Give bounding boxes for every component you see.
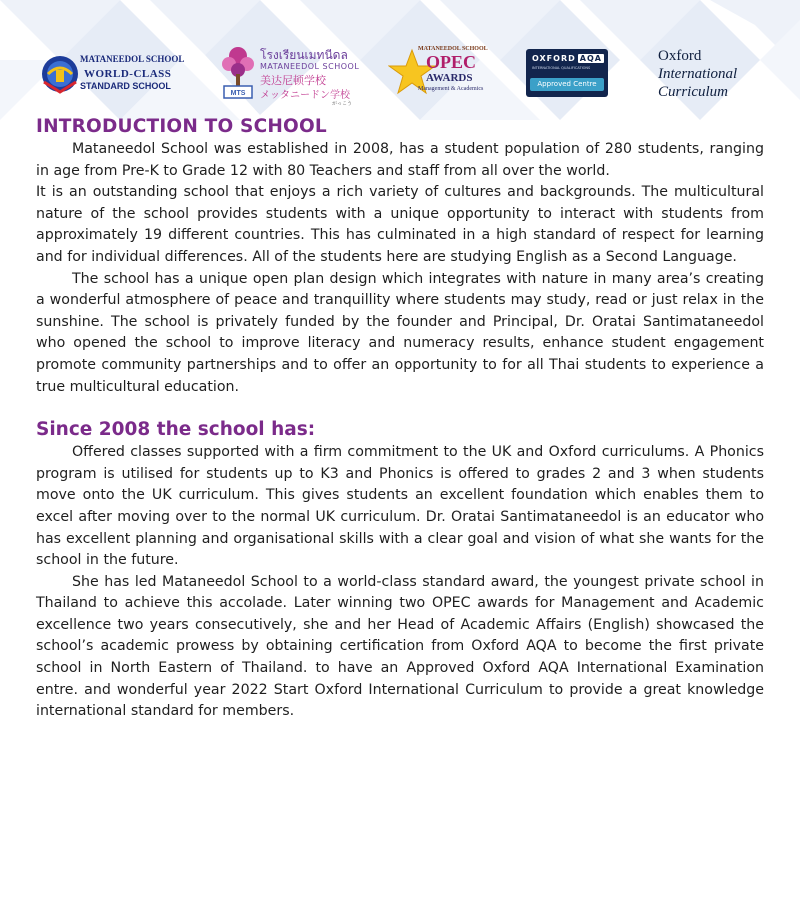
aqa-logo-wordmark [532,54,604,63]
world-class-logo-top: MATANEEDOL SCHOOL [80,54,185,64]
oic-logo-line2: International [658,66,738,82]
mataneedol-multilingual-logo [220,40,370,108]
logo-english-name: MATANEEDOL SCHOOL [260,62,360,71]
aqa-approved-badge: Approved Centre [530,78,604,91]
world-class-logo-line2: STANDARD SCHOOL [80,81,171,91]
world-class-school-logo [40,40,190,108]
header-logo-row [36,40,766,108]
aqa-logo-box: AQA [579,54,602,63]
logo-small-kana: がっこう [332,101,353,107]
intro-paragraph-3: The school has a unique open plan design which integrates with nature in many area’s creating a wonderful atmosphere of peace and tranquillity where students may study, read or just relax in the sunshine. The school is privately funded by the founder and Principal, Dr. Oratai Santimataneedol who opened the school to improve literacy and numeracy results, enhance student engagement promote community partnerships and to offer an opportunity to for all Thai students to experience a true multicultural education. [36,270,764,395]
document-body [36,114,764,723]
opec-awards-logo [388,40,488,108]
since-2008-heading: Since 2008 the school has: [36,419,316,441]
opec-logo-subtitle: Management & Academics [418,86,484,92]
oxford-aqa-logo [526,49,608,97]
oxford-international-curriculum-logo [656,40,766,108]
intro-paragraph-2: It is an outstanding school that enjoys a rich variety of cultures and backgrounds. The multicultural nature of the school provides students with a unique opportunity to interact with students from approximately 19 different countries. This has culminated in a high standard of respect for learning and for individual differences. All of the students here are studying English as a Second Language. [36,184,764,265]
oic-logo-line1: Oxford [658,48,702,64]
logo-chinese-name: 美达尼顿学校 [260,74,326,87]
tree-emblem-icon [220,44,256,102]
opec-logo-awards: AWARDS [426,72,473,84]
oic-logo-line3: Curriculum [658,84,729,100]
logo-japanese-name: メッタニードン学校 [260,90,350,101]
logo-thai-name: โรงเรียนเมทนีดล [260,48,348,62]
aqa-logo-subtitle: INTERNATIONAL QUALIFICATIONS [532,66,591,70]
opec-logo-title: OPEC [426,52,477,72]
world-class-logo-line1: WORLD-CLASS [84,68,172,80]
svg-text:MTS: MTS [230,90,246,97]
since-paragraph-2: She has led Mataneedol School to a world-class standard award, the youngest private school in Thailand to achieve this accolade. Later winning two OPEC awards for Management and Academic excellence two years consecutively, she and her Head of Academic Affairs (English) showcased the school’s academic prowess by obtaining certification from Oxford AQA to become the first private school in North Eastern of Thailand. to have an Approved Oxford AQA International Examination entre. and wonderful year 2022 Start Oxford International Curriculum to provide a great knowledge international standard for members. [36,573,764,720]
world-class-emblem-icon [40,52,80,96]
opec-logo-top: MATANEEDOL SCHOOL [418,46,488,52]
intro-paragraph-1: Mataneedol School was established in 2008, has a student population of 280 students, ranging in age from Pre-K to Grade 12 with 80 Teachers and staff from all over the world. [36,141,764,179]
since-paragraph-1: Offered classes supported with a firm commitment to the UK and Oxford curriculums. A Phonics program is utilised for students up to K3 and Phonics is offered to grades 2 and 3 when students move onto the UK curriculum. This gives students an excellent foundation which enables them to excel after moving over to the normal UK curriculum. Dr. Oratai Santimataneedol is an educator who has excellent planning and organisational skills with a clear goal and vision of what she wants for the school in the future. [36,444,764,569]
aqa-logo-oxford: OXFORD [532,54,576,63]
intro-heading: INTRODUCTION TO SCHOOL [36,116,327,137]
